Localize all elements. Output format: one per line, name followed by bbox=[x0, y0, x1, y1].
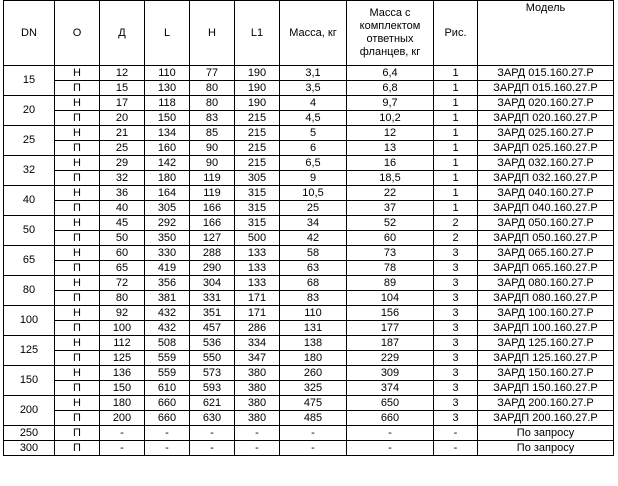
cell-model: ЗАРД 015.160.27.Р bbox=[478, 66, 614, 81]
header-dn: DN bbox=[4, 1, 55, 66]
cell-l1: 133 bbox=[235, 276, 280, 291]
cell-d: 45 bbox=[100, 216, 145, 231]
table-row bbox=[4, 336, 614, 351]
cell-d: 92 bbox=[100, 306, 145, 321]
cell-mass: 4,5 bbox=[280, 111, 347, 126]
cell-o: Н bbox=[55, 156, 100, 171]
cell-d: 136 bbox=[100, 366, 145, 381]
cell-mass: 110 bbox=[280, 306, 347, 321]
cell-o: П bbox=[55, 81, 100, 96]
cell-d: 12 bbox=[100, 66, 145, 81]
cell-o: П bbox=[55, 171, 100, 186]
cell-model: ЗАРД 032.160.27.Р bbox=[478, 156, 614, 171]
cell-l: 305 bbox=[145, 201, 190, 216]
cell-model: По запросу bbox=[478, 426, 614, 441]
cell-mass-flanges: 229 bbox=[347, 351, 434, 366]
cell-h: 119 bbox=[190, 171, 235, 186]
cell-model: ЗАРДП 032.160.27.Р bbox=[478, 171, 614, 186]
cell-mass: 9 bbox=[280, 171, 347, 186]
cell-fig: 1 bbox=[434, 126, 478, 141]
cell-l1: 286 bbox=[235, 321, 280, 336]
cell-l: 660 bbox=[145, 396, 190, 411]
table-row bbox=[4, 246, 614, 261]
cell-fig: 3 bbox=[434, 411, 478, 426]
cell-d: 65 bbox=[100, 261, 145, 276]
cell-fig: 3 bbox=[434, 261, 478, 276]
cell-l: 432 bbox=[145, 306, 190, 321]
cell-model: ЗАРДП 040.160.27.Р bbox=[478, 201, 614, 216]
cell-mass: 475 bbox=[280, 396, 347, 411]
cell-d: 40 bbox=[100, 201, 145, 216]
cell-l1: 171 bbox=[235, 291, 280, 306]
cell-mass-flanges: 52 bbox=[347, 216, 434, 231]
cell-h: 166 bbox=[190, 216, 235, 231]
cell-o: Н bbox=[55, 96, 100, 111]
cell-mass-flanges: 37 bbox=[347, 201, 434, 216]
cell-o: Н bbox=[55, 276, 100, 291]
cell-model: ЗАРД 050.160.27.Р bbox=[478, 216, 614, 231]
cell-l1: 190 bbox=[235, 81, 280, 96]
cell-mass-flanges: 6,8 bbox=[347, 81, 434, 96]
cell-dn: 65 bbox=[4, 246, 55, 276]
cell-o: Н bbox=[55, 216, 100, 231]
cell-h: 290 bbox=[190, 261, 235, 276]
cell-mass: 42 bbox=[280, 231, 347, 246]
cell-mass: 68 bbox=[280, 276, 347, 291]
cell-mass-flanges: 10,2 bbox=[347, 111, 434, 126]
cell-h: 119 bbox=[190, 186, 235, 201]
table-row bbox=[4, 261, 614, 276]
cell-model: ЗАРДП 025.160.27.Р bbox=[478, 141, 614, 156]
cell-l1: 133 bbox=[235, 246, 280, 261]
header-d: Д bbox=[100, 1, 145, 66]
cell-model: ЗАРДП 015.160.27.Р bbox=[478, 81, 614, 96]
cell-l1: 215 bbox=[235, 141, 280, 156]
cell-mass: 4 bbox=[280, 96, 347, 111]
cell-h: 304 bbox=[190, 276, 235, 291]
cell-mass: 6,5 bbox=[280, 156, 347, 171]
cell-l1: 315 bbox=[235, 186, 280, 201]
cell-mass: 485 bbox=[280, 411, 347, 426]
cell-model: ЗАРД 100.160.27.Р bbox=[478, 306, 614, 321]
cell-dn: 150 bbox=[4, 366, 55, 396]
cell-mass-flanges: 73 bbox=[347, 246, 434, 261]
header-model: Модель bbox=[478, 1, 614, 66]
cell-d: 100 bbox=[100, 321, 145, 336]
cell-mass-flanges: 156 bbox=[347, 306, 434, 321]
cell-fig: 3 bbox=[434, 246, 478, 261]
cell-model: ЗАРД 080.160.27.Р bbox=[478, 276, 614, 291]
cell-model: ЗАРД 065.160.27.Р bbox=[478, 246, 614, 261]
cell-h: 457 bbox=[190, 321, 235, 336]
cell-d: 36 bbox=[100, 186, 145, 201]
cell-fig: 1 bbox=[434, 201, 478, 216]
cell-l: - bbox=[145, 441, 190, 456]
cell-o: П bbox=[55, 291, 100, 306]
cell-dn: 15 bbox=[4, 66, 55, 96]
cell-d: 72 bbox=[100, 276, 145, 291]
table-row bbox=[4, 426, 614, 441]
cell-h: - bbox=[190, 426, 235, 441]
cell-mass-flanges: 12 bbox=[347, 126, 434, 141]
cell-h: 127 bbox=[190, 231, 235, 246]
table-row bbox=[4, 366, 614, 381]
table-row bbox=[4, 411, 614, 426]
cell-fig: 1 bbox=[434, 171, 478, 186]
cell-h: 621 bbox=[190, 396, 235, 411]
cell-l: 419 bbox=[145, 261, 190, 276]
cell-h: 288 bbox=[190, 246, 235, 261]
header-l1: L1 bbox=[235, 1, 280, 66]
cell-o: П bbox=[55, 351, 100, 366]
cell-l: 292 bbox=[145, 216, 190, 231]
cell-l: 559 bbox=[145, 366, 190, 381]
cell-model: ЗАРДП 100.160.27.Р bbox=[478, 321, 614, 336]
cell-mass-flanges: 177 bbox=[347, 321, 434, 336]
cell-mass: - bbox=[280, 426, 347, 441]
cell-mass-flanges: 187 bbox=[347, 336, 434, 351]
cell-h: 80 bbox=[190, 81, 235, 96]
cell-mass: 5 bbox=[280, 126, 347, 141]
cell-model: ЗАРД 150.160.27.Р bbox=[478, 366, 614, 381]
cell-fig: 3 bbox=[434, 396, 478, 411]
cell-mass: 83 bbox=[280, 291, 347, 306]
cell-d: 25 bbox=[100, 141, 145, 156]
cell-mass: 63 bbox=[280, 261, 347, 276]
cell-model: ЗАРДП 065.160.27.Р bbox=[478, 261, 614, 276]
cell-model: ЗАРДП 200.160.27.Р bbox=[478, 411, 614, 426]
cell-h: 83 bbox=[190, 111, 235, 126]
cell-dn: 32 bbox=[4, 156, 55, 186]
table-row bbox=[4, 186, 614, 201]
table-row bbox=[4, 126, 614, 141]
cell-mass: 260 bbox=[280, 366, 347, 381]
cell-mass-flanges: - bbox=[347, 426, 434, 441]
cell-mass-flanges: 660 bbox=[347, 411, 434, 426]
cell-model: ЗАРД 125.160.27.Р bbox=[478, 336, 614, 351]
cell-d: 180 bbox=[100, 396, 145, 411]
cell-l: 110 bbox=[145, 66, 190, 81]
cell-fig: - bbox=[434, 426, 478, 441]
cell-model: ЗАРДП 150.160.27.Р bbox=[478, 381, 614, 396]
cell-fig: 3 bbox=[434, 321, 478, 336]
table-row bbox=[4, 171, 614, 186]
header-l: L bbox=[145, 1, 190, 66]
cell-l: - bbox=[145, 426, 190, 441]
cell-l: 356 bbox=[145, 276, 190, 291]
cell-l1: 133 bbox=[235, 261, 280, 276]
cell-mass: 180 bbox=[280, 351, 347, 366]
table-row bbox=[4, 156, 614, 171]
table-row bbox=[4, 381, 614, 396]
cell-fig: 3 bbox=[434, 336, 478, 351]
cell-l: 118 bbox=[145, 96, 190, 111]
cell-model: ЗАРДП 080.160.27.Р bbox=[478, 291, 614, 306]
cell-o: Н bbox=[55, 246, 100, 261]
cell-h: 85 bbox=[190, 126, 235, 141]
table-row bbox=[4, 321, 614, 336]
cell-fig: 2 bbox=[434, 231, 478, 246]
cell-l1: 347 bbox=[235, 351, 280, 366]
header-mass: Масса, кг bbox=[280, 1, 347, 66]
cell-l: 350 bbox=[145, 231, 190, 246]
cell-dn: 300 bbox=[4, 441, 55, 456]
cell-h: 80 bbox=[190, 96, 235, 111]
cell-mass: 6 bbox=[280, 141, 347, 156]
cell-o: П bbox=[55, 411, 100, 426]
cell-mass: 58 bbox=[280, 246, 347, 261]
cell-fig: 2 bbox=[434, 216, 478, 231]
cell-d: - bbox=[100, 441, 145, 456]
cell-o: Н bbox=[55, 126, 100, 141]
cell-mass-flanges: 374 bbox=[347, 381, 434, 396]
cell-o: П bbox=[55, 231, 100, 246]
cell-fig: 1 bbox=[434, 141, 478, 156]
cell-l1: - bbox=[235, 426, 280, 441]
table-row bbox=[4, 396, 614, 411]
cell-h: 331 bbox=[190, 291, 235, 306]
cell-l: 164 bbox=[145, 186, 190, 201]
cell-d: 50 bbox=[100, 231, 145, 246]
table-row bbox=[4, 306, 614, 321]
table-row bbox=[4, 66, 614, 81]
cell-l: 130 bbox=[145, 81, 190, 96]
cell-mass: 131 bbox=[280, 321, 347, 336]
cell-o: Н bbox=[55, 336, 100, 351]
cell-d: 150 bbox=[100, 381, 145, 396]
cell-fig: 3 bbox=[434, 306, 478, 321]
cell-o: П bbox=[55, 441, 100, 456]
cell-d: 17 bbox=[100, 96, 145, 111]
cell-l: 160 bbox=[145, 141, 190, 156]
cell-o: Н bbox=[55, 186, 100, 201]
cell-d: 32 bbox=[100, 171, 145, 186]
cell-h: 90 bbox=[190, 141, 235, 156]
cell-l1: 380 bbox=[235, 396, 280, 411]
cell-mass-flanges: 16 bbox=[347, 156, 434, 171]
table-row bbox=[4, 231, 614, 246]
cell-o: П bbox=[55, 426, 100, 441]
cell-mass-flanges: 22 bbox=[347, 186, 434, 201]
cell-dn: 40 bbox=[4, 186, 55, 216]
cell-mass-flanges: 18,5 bbox=[347, 171, 434, 186]
cell-o: П bbox=[55, 321, 100, 336]
cell-o: Н bbox=[55, 396, 100, 411]
cell-l1: 380 bbox=[235, 411, 280, 426]
cell-mass: 325 bbox=[280, 381, 347, 396]
cell-fig: 1 bbox=[434, 186, 478, 201]
cell-d: 125 bbox=[100, 351, 145, 366]
cell-d: 15 bbox=[100, 81, 145, 96]
cell-l1: 380 bbox=[235, 366, 280, 381]
cell-o: Н bbox=[55, 306, 100, 321]
cell-o: П bbox=[55, 261, 100, 276]
table-row bbox=[4, 201, 614, 216]
header-fig: Рис. bbox=[434, 1, 478, 66]
cell-o: П bbox=[55, 201, 100, 216]
cell-fig: - bbox=[434, 441, 478, 456]
cell-dn: 200 bbox=[4, 396, 55, 426]
cell-l1: 305 bbox=[235, 171, 280, 186]
cell-l: 150 bbox=[145, 111, 190, 126]
cell-mass-flanges: 309 bbox=[347, 366, 434, 381]
cell-h: - bbox=[190, 441, 235, 456]
cell-h: 536 bbox=[190, 336, 235, 351]
cell-dn: 20 bbox=[4, 96, 55, 126]
cell-mass-flanges: - bbox=[347, 441, 434, 456]
table-row bbox=[4, 441, 614, 456]
header-o: О bbox=[55, 1, 100, 66]
cell-fig: 3 bbox=[434, 291, 478, 306]
cell-l1: 171 bbox=[235, 306, 280, 321]
cell-dn: 250 bbox=[4, 426, 55, 441]
cell-l1: 215 bbox=[235, 156, 280, 171]
cell-l: 134 bbox=[145, 126, 190, 141]
cell-o: П bbox=[55, 381, 100, 396]
cell-mass: 3,1 bbox=[280, 66, 347, 81]
cell-l1: 315 bbox=[235, 201, 280, 216]
cell-d: 112 bbox=[100, 336, 145, 351]
cell-mass: 138 bbox=[280, 336, 347, 351]
cell-o: П bbox=[55, 141, 100, 156]
cell-fig: 1 bbox=[434, 111, 478, 126]
cell-h: 90 bbox=[190, 156, 235, 171]
cell-h: 593 bbox=[190, 381, 235, 396]
cell-model: По запросу bbox=[478, 441, 614, 456]
cell-mass-flanges: 89 bbox=[347, 276, 434, 291]
cell-l1: 334 bbox=[235, 336, 280, 351]
cell-l: 330 bbox=[145, 246, 190, 261]
cell-l1: - bbox=[235, 441, 280, 456]
cell-o: П bbox=[55, 111, 100, 126]
table-row bbox=[4, 216, 614, 231]
spec-table bbox=[3, 0, 614, 456]
cell-d: 21 bbox=[100, 126, 145, 141]
header-mass-flanges: Масса с комплектом ответных фланцев, кг bbox=[347, 1, 434, 66]
table-row bbox=[4, 276, 614, 291]
cell-model: ЗАРД 025.160.27.Р bbox=[478, 126, 614, 141]
cell-dn: 125 bbox=[4, 336, 55, 366]
header-row bbox=[4, 1, 614, 66]
cell-d: 80 bbox=[100, 291, 145, 306]
table-row bbox=[4, 141, 614, 156]
cell-l: 660 bbox=[145, 411, 190, 426]
cell-l: 180 bbox=[145, 171, 190, 186]
cell-fig: 1 bbox=[434, 96, 478, 111]
cell-d: 200 bbox=[100, 411, 145, 426]
cell-l: 559 bbox=[145, 351, 190, 366]
cell-model: ЗАРДП 050.160.27.Р bbox=[478, 231, 614, 246]
cell-l1: 315 bbox=[235, 216, 280, 231]
table-row bbox=[4, 96, 614, 111]
table-row bbox=[4, 81, 614, 96]
cell-dn: 80 bbox=[4, 276, 55, 306]
cell-mass-flanges: 60 bbox=[347, 231, 434, 246]
cell-model: ЗАРДП 020.160.27.Р bbox=[478, 111, 614, 126]
cell-dn: 50 bbox=[4, 216, 55, 246]
cell-l1: 190 bbox=[235, 96, 280, 111]
cell-l1: 215 bbox=[235, 111, 280, 126]
cell-fig: 3 bbox=[434, 351, 478, 366]
cell-dn: 25 bbox=[4, 126, 55, 156]
cell-mass: 25 bbox=[280, 201, 347, 216]
cell-mass-flanges: 650 bbox=[347, 396, 434, 411]
cell-fig: 3 bbox=[434, 366, 478, 381]
cell-d: 20 bbox=[100, 111, 145, 126]
cell-mass-flanges: 6,4 bbox=[347, 66, 434, 81]
cell-mass-flanges: 9,7 bbox=[347, 96, 434, 111]
cell-l1: 190 bbox=[235, 66, 280, 81]
cell-fig: 1 bbox=[434, 156, 478, 171]
cell-fig: 3 bbox=[434, 381, 478, 396]
cell-l: 381 bbox=[145, 291, 190, 306]
cell-mass: 10,5 bbox=[280, 186, 347, 201]
cell-h: 573 bbox=[190, 366, 235, 381]
cell-l: 508 bbox=[145, 336, 190, 351]
cell-d: - bbox=[100, 426, 145, 441]
cell-h: 630 bbox=[190, 411, 235, 426]
cell-l: 142 bbox=[145, 156, 190, 171]
table-body bbox=[4, 66, 614, 456]
cell-mass: 3,5 bbox=[280, 81, 347, 96]
cell-l: 610 bbox=[145, 381, 190, 396]
cell-mass: 34 bbox=[280, 216, 347, 231]
cell-dn: 100 bbox=[4, 306, 55, 336]
cell-d: 29 bbox=[100, 156, 145, 171]
cell-mass-flanges: 13 bbox=[347, 141, 434, 156]
cell-fig: 1 bbox=[434, 66, 478, 81]
cell-l: 432 bbox=[145, 321, 190, 336]
cell-model: ЗАРД 020.160.27.Р bbox=[478, 96, 614, 111]
cell-mass-flanges: 104 bbox=[347, 291, 434, 306]
cell-h: 550 bbox=[190, 351, 235, 366]
cell-o: Н bbox=[55, 66, 100, 81]
cell-model: ЗАРД 040.160.27.Р bbox=[478, 186, 614, 201]
cell-fig: 3 bbox=[434, 276, 478, 291]
cell-h: 77 bbox=[190, 66, 235, 81]
cell-fig: 1 bbox=[434, 81, 478, 96]
table-row bbox=[4, 111, 614, 126]
cell-o: Н bbox=[55, 366, 100, 381]
cell-l1: 500 bbox=[235, 231, 280, 246]
cell-l1: 380 bbox=[235, 381, 280, 396]
table-row bbox=[4, 291, 614, 306]
table-row bbox=[4, 351, 614, 366]
cell-h: 166 bbox=[190, 201, 235, 216]
cell-model: ЗАРД 200.160.27.Р bbox=[478, 396, 614, 411]
cell-d: 60 bbox=[100, 246, 145, 261]
cell-l1: 215 bbox=[235, 126, 280, 141]
cell-h: 351 bbox=[190, 306, 235, 321]
cell-model: ЗАРДП 125.160.27.Р bbox=[478, 351, 614, 366]
cell-mass: - bbox=[280, 441, 347, 456]
header-h: H bbox=[190, 1, 235, 66]
cell-mass-flanges: 78 bbox=[347, 261, 434, 276]
